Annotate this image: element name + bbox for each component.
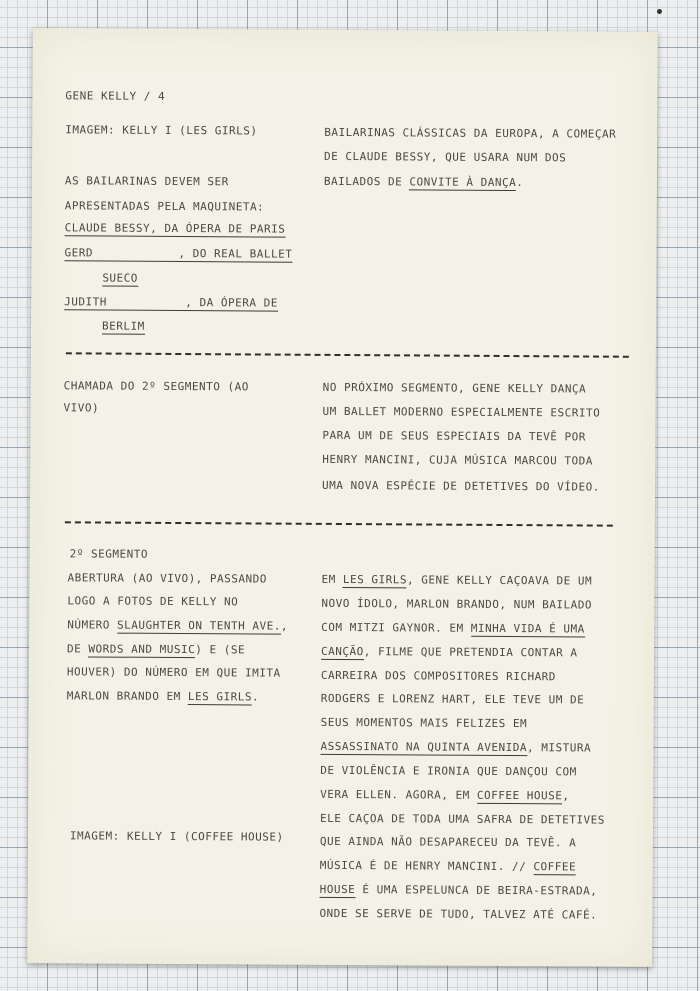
s3-right-line-14: HOUSE É UMA ESPELUNCA DE BEIRA-ESTRADA, (319, 882, 598, 898)
title-cancao: CANÇÃO (321, 644, 364, 659)
title-words-and-music: WORDS AND MUSIC (88, 642, 196, 657)
s2-right-line-5: UMA NOVA ESPÉCIE DE DETETIVES DO VÍDEO. (322, 478, 600, 494)
segment-title: 2º SEGMENTO (69, 547, 149, 561)
title-coffee-house-1: COFFEE HOUSE (476, 788, 563, 803)
s3-left-line-2: LOGO A FOTOS DE KELLY NO (67, 594, 239, 609)
s3-right-line-13: MÚSICA É DE HENRY MANCINI. // COFFEE (319, 858, 577, 874)
s2-right-line-1: NO PRÓXIMO SEGMENTO, GENE KELLY DANÇA (322, 380, 587, 396)
s3-right-line-5: CARREIRA DOS COMPOSITORES RICHARD (320, 668, 556, 684)
s2-right-line-4: HENRY MANCINI, CUJA MÚSICA MARCOU TODA (322, 452, 593, 468)
dancer-judith: JUDITH , DA ÓPERA DE (64, 295, 278, 310)
s3-right-line-9: DE VIOLÊNCIA E IRONIA QUE DANÇOU COM (320, 763, 577, 779)
image-label-coffee-house: IMAGEM: KELLY I (COFFEE HOUSE) (69, 829, 284, 844)
s2-right-line-2: UM BALLET MODERNO ESPECIALMENTE ESCRITO (322, 404, 601, 420)
s1-left-line-4 (64, 246, 292, 261)
section-divider-1 (66, 352, 629, 357)
s2-right-line-3: PARA UM DE SEUS ESPECIAIS DA TEVÊ POR (322, 428, 586, 444)
title-coffee-house-2: COFFEE (533, 860, 577, 874)
s3-right-line-8: ASSASSINATO NA QUINTA AVENIDA, MISTURA (320, 739, 592, 755)
s1-left-line-5: SUECO (102, 271, 139, 285)
dancer-claude-bessy: CLAUDE BESSY, DA ÓPERA DE PARIS (64, 221, 286, 236)
s1-right-line-3: BAILADOS DE CONVITE À DANÇA. (323, 174, 524, 190)
s3-left-line-5: HOUVER) DO NÚMERO EM QUE IMITA (66, 665, 281, 680)
title-convite-a-danca: CONVITE À DANÇA (409, 175, 517, 190)
title-minha-vida: MINHA VIDA É UMA (470, 621, 585, 636)
title-les-girls-right: LES GIRLS (342, 573, 408, 587)
s3-left-line-3: NÚMERO SLAUGHTER ON TENTH AVE., (67, 618, 289, 633)
s3-left-line-6: MARLON BRANDO EM LES GIRLS. (66, 689, 260, 704)
title-coffee-house-3: HOUSE (319, 882, 356, 897)
s3-left-line-1: ABERTURA (AO VIVO), PASSANDO (67, 571, 267, 586)
s3-right-line-10: VERA ELLEN. AGORA, EM COFFEE HOUSE, (320, 787, 570, 803)
s3-right-line-1: EM LES GIRLS, GENE KELLY CAÇOAVA DE UM (321, 572, 593, 588)
pin-hole (657, 9, 662, 14)
s1-left-line-7: BERLIM (102, 319, 145, 333)
s1-right-line-2: DE CLAUDE BESSY, QUE USARA NUM DOS (324, 149, 567, 165)
section-divider-2 (65, 521, 613, 526)
s3-right-line-6: RODGERS E LORENZ HART, ELE TEVE UM DE (320, 691, 585, 707)
s3-right-line-15: ONDE SE SERVE DE TUDO, TALVEZ ATÉ CAFÉ. (319, 906, 598, 922)
s2-left-line-1: CHAMADA DO 2º SEGMENTO (AO (63, 379, 249, 394)
s2-left-line-2: VIVO) (63, 401, 100, 415)
s1-left-line-6 (64, 295, 278, 310)
s3-left-line-4: DE WORDS AND MUSIC) E (SE (67, 642, 246, 657)
s3-right-line-3: COM MITZI GAYNOR. EM MINHA VIDA É UMA (321, 620, 585, 636)
title-assassinato-quinta-avenida: ASSASSINATO NA QUINTA AVENIDA (320, 739, 528, 755)
page-header: GENE KELLY / 4 (65, 89, 166, 103)
s3-right-line-7: SEUS MOMENTOS MAIS FELIZES EM (320, 715, 528, 731)
s3-right-line-2: NOVO ÍDOLO, MARLON BRANDO, NUM BAILADO (321, 596, 593, 612)
typewritten-page (27, 28, 658, 967)
dancer-gerd: GERD , DO REAL BALLET (64, 246, 293, 261)
s1-right-line-1: BAILARINAS CLÁSSICAS DA EUROPA, A COMEÇAR (324, 125, 617, 141)
title-slaughter-on-tenth-ave: SLAUGHTER ON TENTH AVE. (117, 618, 281, 633)
s1-left-line-1: AS BAILARINAS DEVEM SER (64, 174, 229, 189)
s1-left-line-3 (65, 221, 286, 236)
s3-right-line-11: ELE CAÇOA DE TODA UMA SAFRA DE DETETIVES (319, 811, 605, 827)
title-les-girls-left: LES GIRLS (187, 690, 253, 704)
s3-right-line-12: QUE AINDA NÃO DESAPARECEU DA TEVÊ. A (319, 834, 577, 850)
image-label-les-girls: IMAGEM: KELLY I (LES GIRLS) (65, 123, 258, 138)
s3-right-line-4: CANÇÃO, FILME QUE PRETENDIA CONTAR A (321, 644, 578, 660)
s1-left-line-2: APRESENTADAS PELA MAQUINETA: (64, 199, 265, 214)
